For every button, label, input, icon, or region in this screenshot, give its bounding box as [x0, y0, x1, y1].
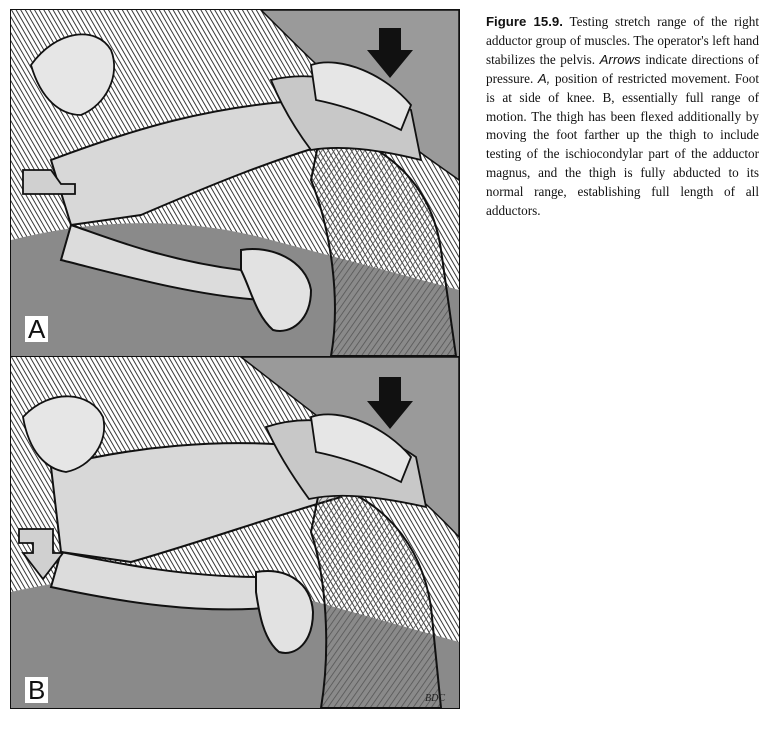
- panel-b-illustration: [11, 357, 459, 708]
- figure-caption: [486, 13, 759, 221]
- caption-arrows-word: Arrows: [599, 51, 641, 67]
- panel-b-label: B: [25, 677, 48, 703]
- caption-text-2: indicate directions of pressure.: [486, 51, 760, 86]
- caption-a-word: A,: [537, 70, 551, 86]
- artist-signature: BDC: [425, 693, 445, 704]
- panel-a-illustration: [11, 10, 459, 356]
- caption-text-1: Testing stretch range of the right adductor group of muscles. The operator's left hand stabilizes the pelvis.: [486, 14, 760, 67]
- caption-text-3: position of restricted movement. Foot is at side of knee. B, essentially full range of motion. The thigh has been flexed additionally by moving the foot farther up the thigh to include testing of the ischiocondylar part of the adductor magnus, and the thigh is fully abducted to its normal range, establishing full length of all adductors.: [486, 70, 760, 219]
- figure-label: Figure 15.9.: [486, 14, 563, 29]
- panel-a-label: A: [25, 316, 48, 342]
- figure-frame: [10, 9, 460, 709]
- panel-b: [11, 357, 459, 708]
- panel-a: [11, 10, 459, 357]
